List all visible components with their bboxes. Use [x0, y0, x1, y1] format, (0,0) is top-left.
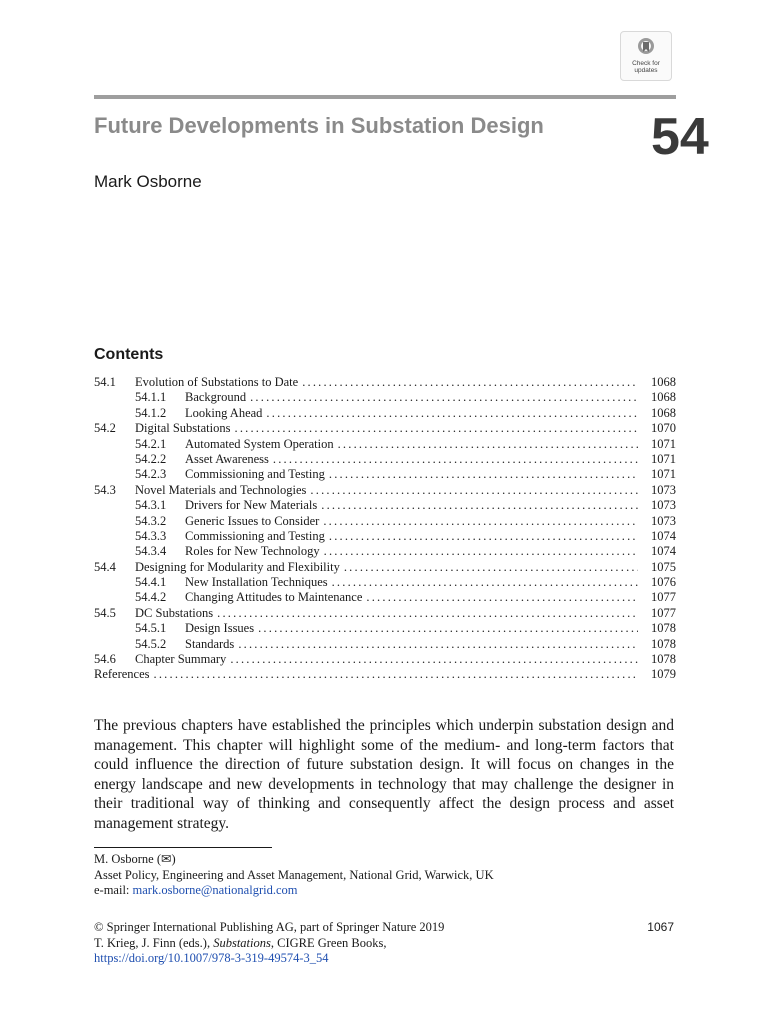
toc-entry[interactable] — [94, 621, 676, 636]
toc-entry-title: Commissioning and Testing — [185, 528, 325, 543]
toc-leader-dots — [329, 529, 638, 544]
toc-entry-page: 1074 — [651, 528, 676, 543]
toc-entry-title: Background — [185, 390, 247, 405]
toc-entry-title: Designing for Modularity and Flexibility — [135, 559, 340, 574]
toc-entry-page: 1075 — [651, 559, 676, 574]
toc-entry[interactable] — [94, 406, 676, 421]
toc-entry-page: 1074 — [651, 544, 676, 559]
toc-entry-number: 54.4.2 — [135, 590, 167, 605]
book-series: , CIGRE Green Books, — [270, 935, 387, 950]
toc-leader-dots — [323, 514, 638, 529]
toc-leader-dots — [344, 560, 638, 575]
toc-entry-title: Novel Materials and Technologies — [135, 482, 307, 497]
toc-entry-number: 54.3.4 — [135, 544, 167, 559]
toc-entry-number: 54.5 — [94, 605, 116, 620]
toc-entry-page: 1068 — [651, 405, 676, 420]
toc-entry[interactable] — [94, 544, 676, 559]
toc-leader-dots — [250, 390, 638, 405]
toc-entry-page: 1076 — [651, 575, 676, 590]
toc-entry[interactable] — [94, 421, 676, 436]
chapter-number: 54 — [651, 108, 709, 166]
toc-entry-page: 1078 — [651, 621, 676, 636]
toc-entry[interactable] — [94, 529, 676, 544]
toc-entry-page: 1078 — [651, 652, 676, 667]
toc-entry[interactable] — [94, 483, 676, 498]
author-name: Mark Osborne — [94, 172, 202, 191]
badge-line-2: updates — [634, 67, 658, 74]
toc-entry-page: 1073 — [651, 498, 676, 513]
toc-entry-title: DC Substations — [135, 605, 214, 620]
toc-entry-title: Chapter Summary — [135, 652, 227, 667]
toc-entry[interactable] — [94, 606, 676, 621]
toc-entry-number: 54.5.1 — [135, 621, 167, 636]
editors: T. Krieg, J. Finn (eds.), — [94, 935, 214, 950]
toc-entry-page: 1071 — [651, 467, 676, 482]
toc-entry[interactable] — [94, 652, 676, 667]
footnote-author: M. Osborne (✉) — [94, 852, 176, 866]
toc-entry-number: 54.3.3 — [135, 528, 167, 543]
toc-entry-title: References — [94, 667, 150, 682]
toc-leader-dots — [154, 667, 638, 682]
toc-entry-number: 54.6 — [94, 652, 116, 667]
toc-entry-page: 1068 — [651, 375, 676, 389]
toc-leader-dots — [217, 606, 638, 621]
toc-entry-page: 1078 — [651, 636, 676, 651]
toc-entry-page: 1077 — [651, 605, 676, 620]
toc-entry[interactable] — [94, 637, 676, 652]
toc-leader-dots — [366, 590, 638, 605]
toc-entry-page: 1073 — [651, 482, 676, 497]
abstract-paragraph: The previous chapters have established the principles which underpin substation design and management. This chapter will highlight some of the medium- and long-term factors that could influence the direction of future substation design. It will focus on changes in the energy landscape and new developments in technology that may challenge the designer in their traditional way of thinking and consequently affect the design process and asset management strategy. — [94, 717, 674, 832]
toc-entry-number: 54.2.1 — [135, 436, 167, 451]
toc-entry[interactable] — [94, 560, 676, 575]
book-title: Substations — [213, 935, 271, 950]
toc-entry-number: 54.3.1 — [135, 498, 167, 513]
toc-entry-number: 54.1.1 — [135, 390, 167, 405]
toc-entry-title: Looking Ahead — [185, 405, 263, 420]
bookmark-ribbon-icon — [635, 36, 657, 58]
toc-entry[interactable] — [94, 498, 676, 513]
toc-leader-dots — [310, 483, 638, 498]
toc-leader-dots — [258, 621, 638, 636]
check-for-updates-badge[interactable] — [620, 31, 672, 81]
toc-leader-dots — [266, 406, 638, 421]
book-citation — [94, 936, 674, 952]
author-footnote — [94, 852, 674, 899]
toc-entry-number: 54.1.2 — [135, 405, 167, 420]
toc-leader-dots — [332, 575, 638, 590]
toc-leader-dots — [321, 498, 638, 513]
toc-entry-title: Standards — [185, 636, 235, 651]
badge-line-1: Check for — [632, 60, 660, 67]
toc-entry-title: Asset Awareness — [185, 451, 269, 466]
toc-entry-number: 54.3.2 — [135, 513, 167, 528]
email-label: e-mail: — [94, 883, 133, 897]
email-link[interactable]: mark.osborne@nationalgrid.com — [132, 883, 298, 897]
toc-entry-page: 1068 — [651, 390, 676, 405]
toc-entry-title: Commissioning and Testing — [185, 467, 325, 482]
toc-leader-dots — [273, 452, 638, 467]
toc-entry[interactable] — [94, 390, 676, 405]
toc-entry-number: 54.5.2 — [135, 636, 167, 651]
toc-entry-page: 1071 — [651, 451, 676, 466]
toc-entry-title: Drivers for New Materials — [185, 498, 318, 513]
contents-heading: Contents — [94, 346, 164, 363]
toc-entry-page: 1070 — [651, 421, 676, 436]
toc-entry-title: Design Issues — [185, 621, 255, 636]
toc-entry[interactable] — [94, 514, 676, 529]
footnote-rule — [94, 847, 272, 848]
toc-leader-dots — [329, 467, 638, 482]
toc-entry[interactable] — [94, 575, 676, 590]
toc-entry-number: 54.2.2 — [135, 451, 167, 466]
chapter-title: Future Developments in Substation Design — [94, 113, 544, 138]
toc-entry-number: 54.2 — [94, 421, 116, 436]
toc-entry-title: New Installation Techniques — [185, 575, 328, 590]
header-rule — [94, 95, 676, 99]
toc-entry-number: 54.1 — [94, 375, 116, 389]
toc-entry-page: 1073 — [651, 513, 676, 528]
toc-entry[interactable] — [94, 452, 676, 467]
toc-entry[interactable] — [94, 437, 676, 452]
copyright-line: © Springer International Publishing AG, part of Springer Nature 2019 — [94, 920, 445, 934]
toc-entry[interactable] — [94, 667, 676, 682]
toc-entry-title: Roles for New Technology — [185, 544, 320, 559]
toc-entry[interactable] — [94, 375, 676, 390]
toc-entry-page: 1077 — [651, 590, 676, 605]
toc-leader-dots — [235, 421, 639, 436]
copyright-block — [94, 920, 674, 967]
toc-leader-dots — [338, 437, 638, 452]
toc-entry[interactable] — [94, 467, 676, 482]
toc-entry-number: 54.4.1 — [135, 575, 167, 590]
toc-entry-page: 1079 — [651, 667, 676, 682]
toc-entry-title: Changing Attitudes to Maintenance — [185, 590, 363, 605]
toc-entry[interactable] — [94, 590, 676, 605]
toc-entry-page: 1071 — [651, 436, 676, 451]
table-of-contents — [94, 375, 676, 683]
toc-leader-dots — [324, 544, 638, 559]
toc-entry-title: Generic Issues to Consider — [185, 513, 320, 528]
toc-entry-number: 54.2.3 — [135, 467, 167, 482]
toc-leader-dots — [238, 637, 638, 652]
doi-link[interactable]: https://doi.org/10.1007/978-3-319-49574-3_54 — [94, 951, 329, 965]
toc-entry-title: Evolution of Substations to Date — [135, 375, 299, 389]
toc-entry-title: Automated System Operation — [185, 436, 334, 451]
toc-leader-dots — [230, 652, 638, 667]
toc-leader-dots — [302, 375, 638, 390]
toc-entry-number: 54.3 — [94, 482, 116, 497]
footnote-email-line — [94, 883, 674, 899]
footnote-affiliation: Asset Policy, Engineering and Asset Management, National Grid, Warwick, UK — [94, 867, 494, 882]
toc-entry-title: Digital Substations — [135, 421, 231, 436]
page-number: 1067 — [647, 920, 674, 934]
toc-entry-number: 54.4 — [94, 559, 116, 574]
